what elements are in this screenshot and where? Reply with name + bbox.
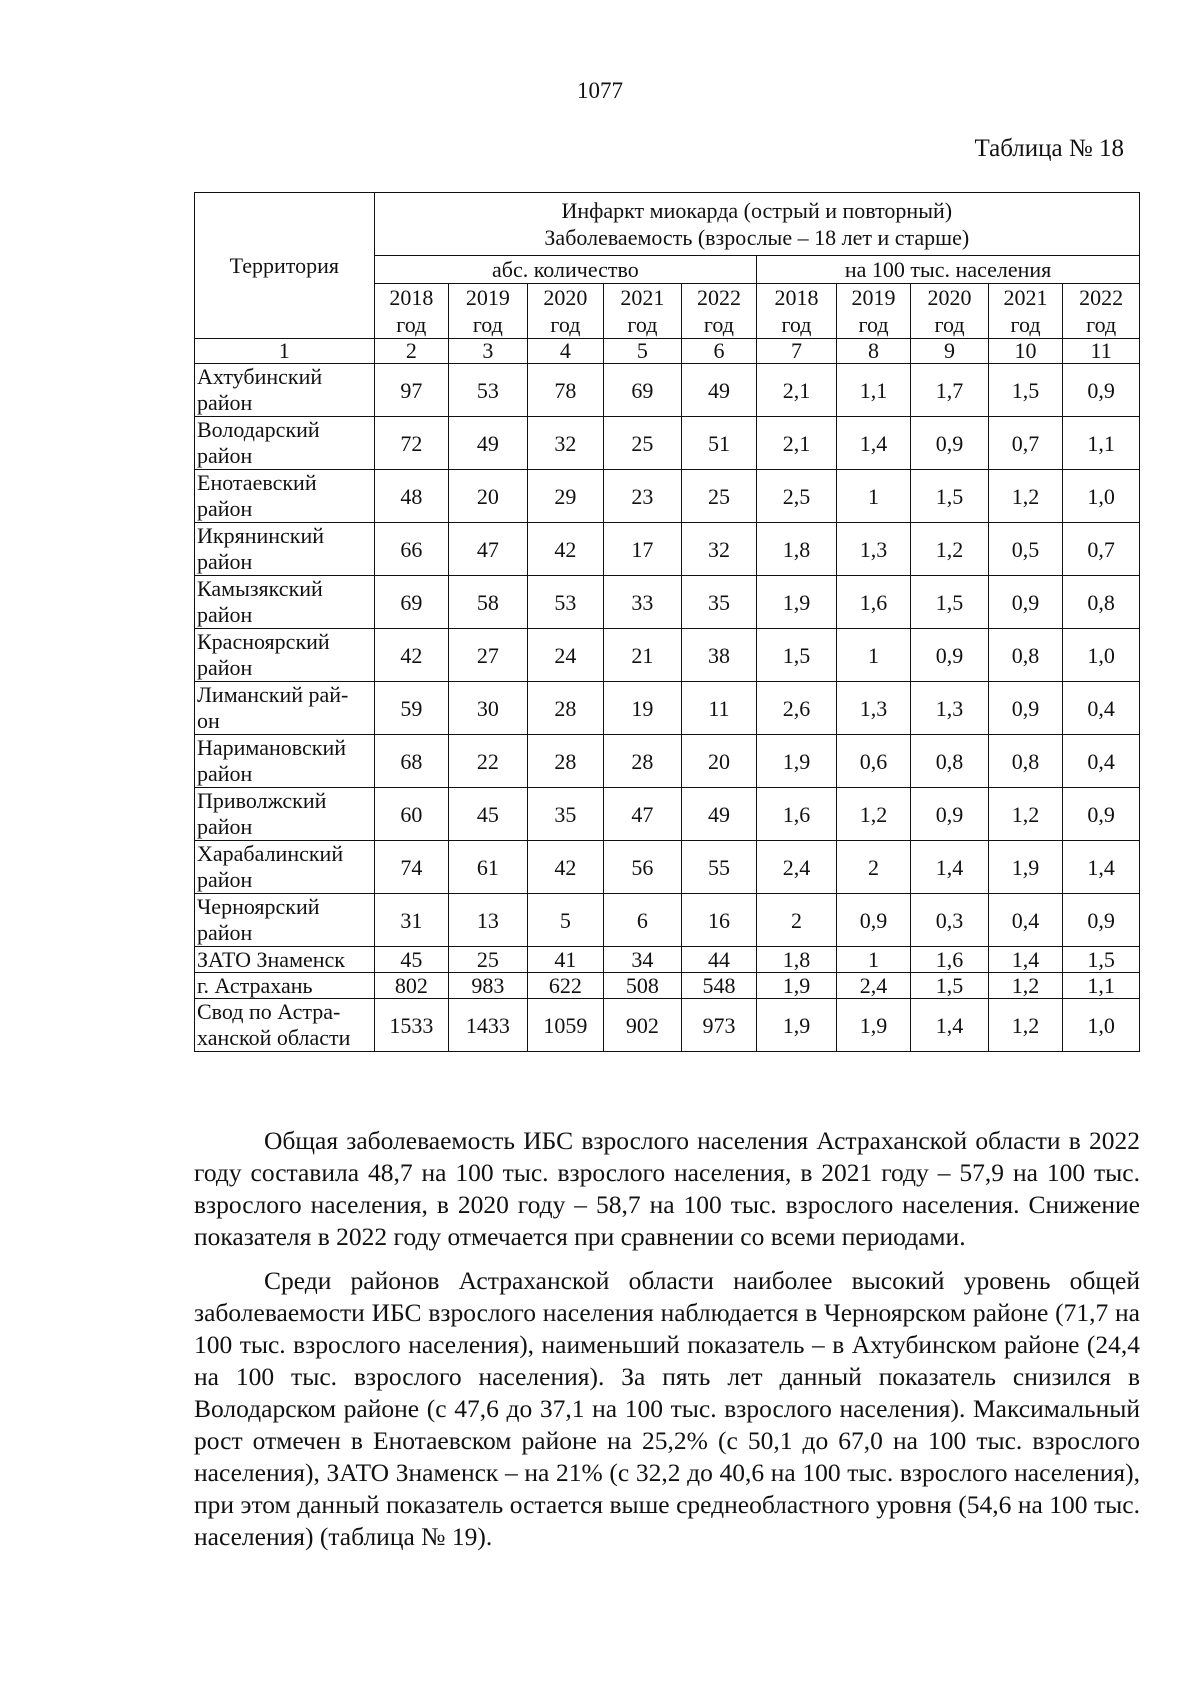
territory-name-line: ханской области: [197, 1025, 351, 1050]
value-cell: 45: [374, 947, 448, 973]
year-label: 2021: [1003, 285, 1048, 310]
territory-cell: [195, 364, 375, 417]
column-number-row: [195, 339, 1140, 364]
value-cell: 97: [374, 364, 448, 417]
value-cell: 1,2: [988, 999, 1062, 1052]
column-number-cell: 1: [195, 339, 375, 364]
territory-name-line: Икрянинский: [197, 523, 325, 548]
value-cell: 622: [527, 973, 604, 999]
value-cell: 28: [527, 735, 604, 788]
value-cell: 2,1: [757, 417, 837, 470]
column-number-cell: 3: [449, 339, 528, 364]
value-cell: 0,8: [988, 735, 1062, 788]
year-label: 2018: [389, 285, 434, 310]
value-cell: 0,6: [836, 735, 910, 788]
value-cell: 1,7: [911, 364, 989, 417]
value-cell: 1,5: [911, 973, 989, 999]
territory-cell: [195, 841, 375, 894]
year-label: 2020: [927, 285, 972, 310]
value-cell: 1,2: [988, 973, 1062, 999]
value-cell: 42: [527, 523, 604, 576]
value-cell: 2,4: [836, 973, 910, 999]
year-suffix: год: [627, 312, 658, 337]
table-caption: Таблица № 18: [974, 135, 1124, 162]
value-cell: 20: [449, 470, 528, 523]
territory-name-line: район: [197, 549, 253, 574]
value-cell: 35: [527, 788, 604, 841]
table-row: [195, 576, 1140, 629]
value-cell: 1,5: [911, 470, 989, 523]
territory-name-line: ЗАТО Знаменск: [197, 947, 345, 972]
table-row: [195, 947, 1140, 973]
value-cell: 27: [449, 629, 528, 682]
value-cell: 1,6: [836, 576, 910, 629]
territory-cell: [195, 470, 375, 523]
territory-cell: [195, 973, 375, 999]
value-cell: 2,5: [757, 470, 837, 523]
territory-name-line: район: [197, 602, 253, 627]
year-header-cell: [1063, 284, 1140, 339]
value-cell: 1,0: [1063, 629, 1140, 682]
value-cell: 1,9: [757, 999, 837, 1052]
table-title: [374, 193, 1139, 256]
territory-cell: [195, 417, 375, 470]
year-header-cell: [681, 284, 757, 339]
year-label: 2020: [543, 285, 588, 310]
table-row: [195, 417, 1140, 470]
territory-name-line: район: [197, 443, 253, 468]
value-cell: 0,8: [911, 735, 989, 788]
column-number-cell: 11: [1063, 339, 1140, 364]
territory-cell: [195, 999, 375, 1052]
value-cell: 49: [449, 417, 528, 470]
value-cell: 0,7: [1063, 523, 1140, 576]
value-cell: 1,8: [757, 523, 837, 576]
value-cell: 32: [681, 523, 757, 576]
year-header-cell: [374, 284, 448, 339]
value-cell: 1,5: [911, 576, 989, 629]
territory-cell: [195, 788, 375, 841]
value-cell: 29: [527, 470, 604, 523]
value-cell: 23: [604, 470, 682, 523]
value-cell: 25: [449, 947, 528, 973]
value-cell: 1,2: [836, 788, 910, 841]
value-cell: 1433: [449, 999, 528, 1052]
territory-cell: [195, 735, 375, 788]
value-cell: 56: [604, 841, 682, 894]
value-cell: 0,9: [911, 417, 989, 470]
territory-name-line: район: [197, 761, 253, 786]
value-cell: 24: [527, 629, 604, 682]
value-cell: 28: [604, 735, 682, 788]
territory-cell: [195, 629, 375, 682]
value-cell: 2,1: [757, 364, 837, 417]
year-label: 2019: [851, 285, 896, 310]
year-suffix: год: [1010, 312, 1041, 337]
column-number-cell: 7: [757, 339, 837, 364]
value-cell: 1: [836, 470, 910, 523]
year-suffix: год: [858, 312, 889, 337]
value-cell: 34: [604, 947, 682, 973]
value-cell: 1,5: [757, 629, 837, 682]
table-row: [195, 735, 1140, 788]
group-header-absolute: абс. количество: [374, 256, 757, 284]
year-header-cell: [527, 284, 604, 339]
year-suffix: год: [472, 312, 503, 337]
table-row: [195, 788, 1140, 841]
value-cell: 508: [604, 973, 682, 999]
value-cell: 0,8: [1063, 576, 1140, 629]
value-cell: 1,6: [911, 947, 989, 973]
year-header-cell: [836, 284, 910, 339]
value-cell: 0,9: [1063, 788, 1140, 841]
year-header-cell: [757, 284, 837, 339]
year-label: 2022: [1079, 285, 1124, 310]
year-header-cell: [988, 284, 1062, 339]
value-cell: 20: [681, 735, 757, 788]
territory-name-line: Красноярский: [197, 629, 330, 654]
territory-name-line: г. Астрахань: [197, 973, 313, 998]
value-cell: 0,4: [988, 894, 1062, 947]
value-cell: 1,1: [1063, 417, 1140, 470]
value-cell: 2: [836, 841, 910, 894]
value-cell: 1,6: [757, 788, 837, 841]
value-cell: 548: [681, 973, 757, 999]
value-cell: 1,9: [757, 973, 837, 999]
value-cell: 41: [527, 947, 604, 973]
column-number-cell: 6: [681, 339, 757, 364]
value-cell: 1: [836, 947, 910, 973]
year-label: 2018: [774, 285, 819, 310]
value-cell: 1,8: [757, 947, 837, 973]
value-cell: 1,1: [1063, 973, 1140, 999]
value-cell: 74: [374, 841, 448, 894]
value-cell: 0,9: [1063, 894, 1140, 947]
year-suffix: год: [1086, 312, 1117, 337]
territory-name-line: он: [197, 708, 220, 733]
table-title-line-2: Заболеваемость (взрослые – 18 лет и старше): [544, 225, 970, 250]
year-suffix: год: [781, 312, 812, 337]
table-row: [195, 470, 1140, 523]
value-cell: 1,2: [911, 523, 989, 576]
column-number-cell: 8: [836, 339, 910, 364]
territory-cell: [195, 576, 375, 629]
value-cell: 2,6: [757, 682, 837, 735]
value-cell: 59: [374, 682, 448, 735]
value-cell: 61: [449, 841, 528, 894]
table-row: [195, 523, 1140, 576]
value-cell: 0,3: [911, 894, 989, 947]
value-cell: 58: [449, 576, 528, 629]
year-label: 2022: [696, 285, 741, 310]
value-cell: 1059: [527, 999, 604, 1052]
value-cell: 1,9: [757, 576, 837, 629]
value-cell: 983: [449, 973, 528, 999]
value-cell: 802: [374, 973, 448, 999]
value-cell: 973: [681, 999, 757, 1052]
value-cell: 44: [681, 947, 757, 973]
territory-cell: [195, 894, 375, 947]
year-header-cell: [911, 284, 989, 339]
value-cell: 1,9: [988, 841, 1062, 894]
value-cell: 902: [604, 999, 682, 1052]
value-cell: 17: [604, 523, 682, 576]
value-cell: 1,2: [988, 470, 1062, 523]
value-cell: 1,9: [836, 999, 910, 1052]
value-cell: 0,5: [988, 523, 1062, 576]
year-header-cell: [604, 284, 682, 339]
value-cell: 2: [757, 894, 837, 947]
value-cell: 0,4: [1063, 682, 1140, 735]
year-suffix: год: [396, 312, 427, 337]
territory-name-line: Володарский: [197, 417, 320, 442]
value-cell: 1,0: [1063, 470, 1140, 523]
year-header-cell: [449, 284, 528, 339]
territory-name-line: Приволжский: [197, 788, 327, 813]
value-cell: 11: [681, 682, 757, 735]
value-cell: 0,9: [988, 576, 1062, 629]
value-cell: 1,9: [757, 735, 837, 788]
value-cell: 0,8: [988, 629, 1062, 682]
value-cell: 42: [374, 629, 448, 682]
territory-name-line: Наримановский: [197, 735, 346, 760]
value-cell: 1,4: [836, 417, 910, 470]
value-cell: 53: [449, 364, 528, 417]
value-cell: 33: [604, 576, 682, 629]
value-cell: 1,2: [988, 788, 1062, 841]
paragraph: Среди районов Астраханской области наиболее высокий уровень общей заболеваемости ИБС взрослого населения наблюдается в Черноярском районе (71,7 на 100 тыс. взрослого населения), наименьший показатель – в Ахтубинском районе (24,4 на 100 тыс. взрослого населения). За пять лет данный показатель снизился в Володарском районе (с 47,6 до 37,1 на 100 тыс. взрослого населения). Максимальный рост отмечен в Енотаевском районе на 25,2% (с 50,1 до 67,0 на 100 тыс. взрослого населения), ЗАТО Знаменск – на 21% (с 32,2 до 40,6 на 100 тыс. взрослого населения), при этом данный показатель остается выше среднеобластного уровня (54,6 на 100 тыс. населения) (таблица № 19).: [194, 1266, 1140, 1551]
table-row: [195, 629, 1140, 682]
value-cell: 6: [604, 894, 682, 947]
value-cell: 1,4: [988, 947, 1062, 973]
column-number-cell: 9: [911, 339, 989, 364]
table-title-line-1: Инфаркт миокарда (острый и повторный): [561, 198, 953, 223]
value-cell: 1: [836, 629, 910, 682]
territory-name-line: Ахтубинский: [197, 364, 323, 389]
body-text: [194, 1125, 1140, 1565]
value-cell: 1,5: [1063, 947, 1140, 973]
value-cell: 1,3: [911, 682, 989, 735]
value-cell: 31: [374, 894, 448, 947]
table-row: [195, 364, 1140, 417]
table-row: [195, 999, 1140, 1052]
territory-name-line: район: [197, 390, 253, 415]
value-cell: 32: [527, 417, 604, 470]
value-cell: 49: [681, 788, 757, 841]
value-cell: 21: [604, 629, 682, 682]
value-cell: 5: [527, 894, 604, 947]
territory-name-line: Харабалинский: [197, 841, 344, 866]
value-cell: 25: [604, 417, 682, 470]
table-row: [195, 841, 1140, 894]
territory-name-line: Енотаевский: [197, 470, 317, 495]
column-number-cell: 2: [374, 339, 448, 364]
value-cell: 55: [681, 841, 757, 894]
value-cell: 47: [604, 788, 682, 841]
value-cell: 2,4: [757, 841, 837, 894]
territory-name-line: район: [197, 496, 253, 521]
value-cell: 1,0: [1063, 999, 1140, 1052]
value-cell: 1533: [374, 999, 448, 1052]
value-cell: 78: [527, 364, 604, 417]
value-cell: 51: [681, 417, 757, 470]
value-cell: 45: [449, 788, 528, 841]
value-cell: 0,9: [988, 682, 1062, 735]
paragraph: Общая заболеваемость ИБС взрослого населения Астраханской области в 2022 году составила 48,7 на 100 тыс. взрослого населения, в 2021 году – 57,9 на 100 тыс. взрослого населения, в 2020 году – 58,7 на 100 тыс. взрослого населения. Снижение показателя в 2022 году отмечается при сравнении со всеми периодами.: [194, 1126, 1140, 1251]
territory-name-line: район: [197, 655, 253, 680]
value-cell: 49: [681, 364, 757, 417]
territory-name-line: Черноярский: [197, 894, 320, 919]
value-cell: 72: [374, 417, 448, 470]
value-cell: 30: [449, 682, 528, 735]
value-cell: 28: [527, 682, 604, 735]
value-cell: 69: [604, 364, 682, 417]
value-cell: 53: [527, 576, 604, 629]
value-cell: 1,5: [988, 364, 1062, 417]
table-row: [195, 682, 1140, 735]
column-number-cell: 10: [988, 339, 1062, 364]
territory-cell: [195, 947, 375, 973]
territory-cell: [195, 682, 375, 735]
value-cell: 1,4: [911, 999, 989, 1052]
value-cell: 69: [374, 576, 448, 629]
value-cell: 0,9: [836, 894, 910, 947]
territory-name-line: район: [197, 814, 253, 839]
territory-name-line: район: [197, 920, 253, 945]
value-cell: 25: [681, 470, 757, 523]
value-cell: 66: [374, 523, 448, 576]
territory-name-line: Камызякский: [197, 576, 323, 601]
value-cell: 38: [681, 629, 757, 682]
value-cell: 1,4: [911, 841, 989, 894]
territory-cell: [195, 523, 375, 576]
year-suffix: год: [934, 312, 965, 337]
value-cell: 60: [374, 788, 448, 841]
territory-name-line: Лиманский рай-: [197, 682, 349, 707]
page-number: 1077: [577, 78, 623, 103]
year-suffix: год: [550, 312, 581, 337]
group-header-rate: на 100 тыс. населения: [757, 256, 1140, 284]
column-number-cell: 4: [527, 339, 604, 364]
value-cell: 1,3: [836, 682, 910, 735]
territory-name-line: Свод по Астра-: [197, 999, 341, 1024]
value-cell: 48: [374, 470, 448, 523]
value-cell: 1,3: [836, 523, 910, 576]
value-cell: 0,9: [1063, 364, 1140, 417]
territory-header: Территория: [195, 193, 375, 339]
value-cell: 16: [681, 894, 757, 947]
column-number-cell: 5: [604, 339, 682, 364]
table-row: [195, 973, 1140, 999]
year-suffix: год: [703, 312, 734, 337]
value-cell: 0,4: [1063, 735, 1140, 788]
value-cell: 0,9: [911, 629, 989, 682]
value-cell: 0,7: [988, 417, 1062, 470]
value-cell: 42: [527, 841, 604, 894]
value-cell: 19: [604, 682, 682, 735]
value-cell: 22: [449, 735, 528, 788]
territory-name-line: район: [197, 867, 253, 892]
value-cell: 1,4: [1063, 841, 1140, 894]
incidence-table: [194, 192, 1140, 1052]
year-label: 2019: [465, 285, 510, 310]
value-cell: 47: [449, 523, 528, 576]
value-cell: 0,9: [911, 788, 989, 841]
table-row: [195, 894, 1140, 947]
value-cell: 13: [449, 894, 528, 947]
year-label: 2021: [620, 285, 665, 310]
value-cell: 35: [681, 576, 757, 629]
value-cell: 68: [374, 735, 448, 788]
value-cell: 1,1: [836, 364, 910, 417]
